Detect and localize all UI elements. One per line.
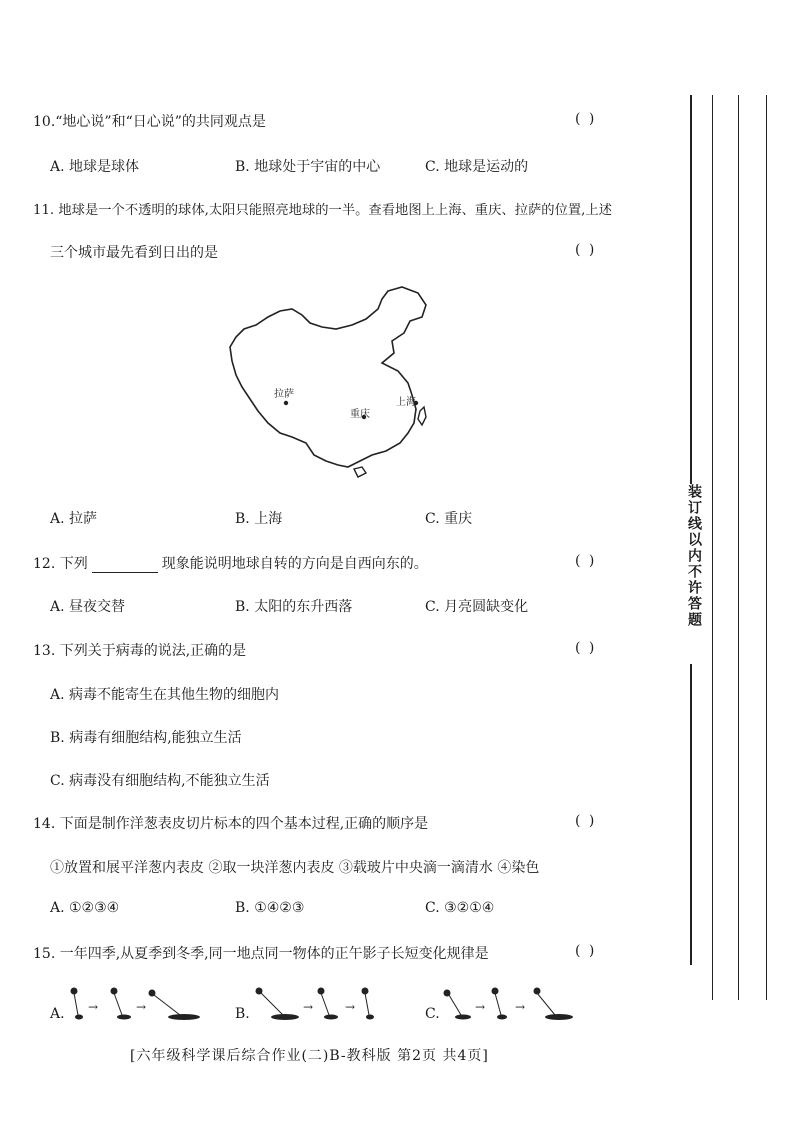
q12-option-c: C. 月亮圆缺变化 bbox=[425, 599, 529, 615]
q14-option-a: A. ①②③④ bbox=[50, 900, 120, 916]
q13-stem: 13. 下列关于病毒的说法,正确的是 bbox=[33, 643, 247, 659]
q15-stem: 15. 一年四季,从夏季到冬季,同一地点同一物体的正午影子长短变化规律是 bbox=[33, 946, 489, 962]
q12-stem-suffix: 现象能说明地球自转的方向是自西向东的。 bbox=[161, 556, 428, 572]
q14-option-c: C. ③②①④ bbox=[425, 900, 495, 916]
q10-option-c: C. 地球是运动的 bbox=[425, 159, 529, 175]
shanghai-label: 上海 bbox=[396, 397, 416, 408]
q10-option-b: B. 地球处于宇宙的中心 bbox=[235, 159, 381, 175]
q15-a-arrow-2: → bbox=[136, 1000, 147, 1014]
q15-option-c-letter: C. bbox=[425, 1006, 440, 1022]
q15-b-arrow-2: → bbox=[345, 1000, 356, 1014]
q10-answer-paren[interactable]: ( ) bbox=[575, 111, 597, 127]
q11-stem-line1: 11. 地球是一个不透明的球体,太阳只能照亮地球的一半。查看地图上上海、重庆、拉萨的位置,上述 bbox=[33, 203, 612, 218]
china-map bbox=[222, 283, 444, 479]
q15-c-arrow-2: → bbox=[515, 1000, 526, 1014]
q12-option-a: A. 昼夜交替 bbox=[50, 599, 126, 615]
lhasa-label: 拉萨 bbox=[274, 389, 294, 400]
binding-line-4 bbox=[766, 95, 767, 1000]
page-footer: [六年级科学课后综合作业(二)B-教科版 第2页 共4页] bbox=[130, 1048, 489, 1064]
q11-option-a: A. 拉萨 bbox=[50, 511, 98, 527]
q12-option-b: B. 太阳的东升西落 bbox=[235, 599, 353, 615]
binding-line-2 bbox=[712, 95, 713, 1000]
hainan-island bbox=[354, 467, 366, 477]
q11-option-c: C. 重庆 bbox=[425, 511, 473, 527]
china-outline bbox=[230, 287, 426, 467]
q15-option-c-figure bbox=[439, 985, 589, 1025]
q15-answer-paren[interactable]: ( ) bbox=[575, 943, 597, 959]
q11-answer-paren[interactable]: ( ) bbox=[575, 242, 597, 258]
q15-b-arrow-1: → bbox=[303, 1000, 314, 1014]
q10-option-a: A. 地球是球体 bbox=[50, 159, 140, 175]
lhasa-dot bbox=[284, 401, 288, 405]
binding-line-3 bbox=[738, 95, 739, 1000]
q12-answer-paren[interactable]: ( ) bbox=[575, 553, 597, 569]
q13-option-a: A. 病毒不能寄生在其他生物的细胞内 bbox=[50, 687, 280, 703]
q13-option-c: C. 病毒没有细胞结构,不能独立生活 bbox=[50, 773, 270, 789]
q15-option-b-figure bbox=[249, 985, 399, 1025]
q14-steps: ①放置和展平洋葱内表皮 ②取一块洋葱内表皮 ③载玻片中央滴一滴清水 ④染色 bbox=[50, 860, 540, 876]
q11-option-b: B. 上海 bbox=[235, 511, 283, 527]
binding-warning: 装订线以内不许答题 bbox=[686, 484, 702, 628]
q13-answer-paren[interactable]: ( ) bbox=[575, 640, 597, 656]
q15-c-arrow-1: → bbox=[475, 1000, 486, 1014]
q12-stem-prefix: 12. 下列 bbox=[33, 556, 88, 572]
q14-option-b: B. ①④②③ bbox=[235, 900, 305, 916]
q13-option-b: B. 病毒有细胞结构,能独立生活 bbox=[50, 730, 242, 746]
q12-fill-blank[interactable] bbox=[92, 558, 158, 573]
q12-stem bbox=[33, 553, 428, 573]
q14-stem: 14. 下面是制作洋葱表皮切片标本的四个基本过程,正确的顺序是 bbox=[33, 816, 429, 832]
taiwan-island bbox=[418, 407, 426, 425]
q11-stem-line2: 三个城市最先看到日出的是 bbox=[50, 245, 218, 261]
q15-a-arrow-1: → bbox=[88, 1000, 99, 1014]
chongqing-label: 重庆 bbox=[350, 409, 370, 420]
q15-option-a-letter: A. bbox=[50, 1006, 65, 1022]
q10-stem: 10.“地心说”和“日心说”的共同观点是 bbox=[33, 114, 266, 130]
q14-answer-paren[interactable]: ( ) bbox=[575, 813, 597, 829]
q15-option-b-letter: B. bbox=[235, 1006, 250, 1022]
q15-option-a-figure bbox=[64, 985, 214, 1025]
